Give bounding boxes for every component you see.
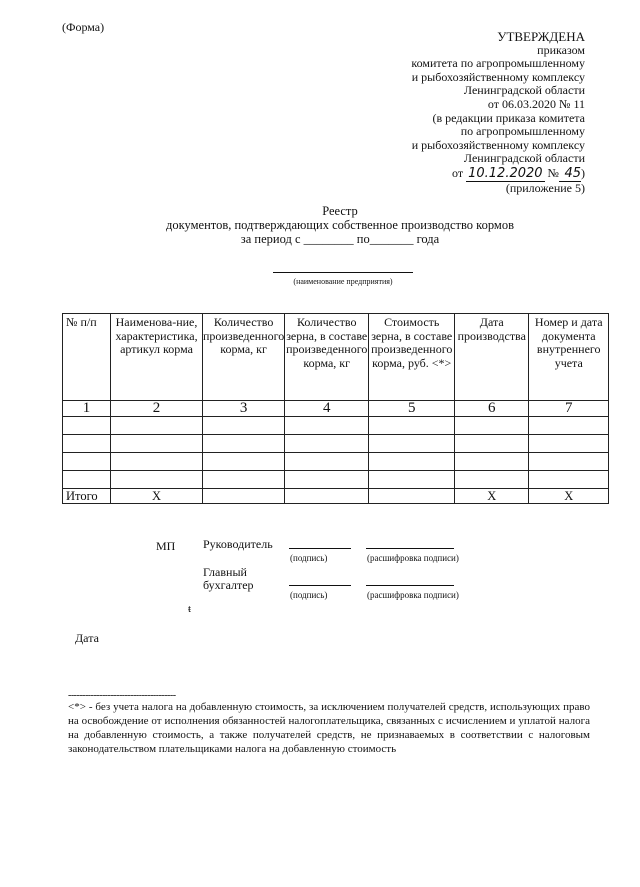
header-cell: Наименова-ние, характеристика, артикул корма: [111, 314, 203, 401]
table-cell: [203, 453, 285, 471]
approval-block: [285, 30, 585, 195]
total-cell: [369, 489, 455, 504]
approval-line: по агропромышленному: [460, 124, 585, 139]
table-row: [63, 471, 609, 489]
total-cell: X: [455, 489, 529, 504]
table-cell: [111, 453, 203, 471]
table-cell: [203, 417, 285, 435]
table-row: [63, 435, 609, 453]
chief-label-line2: бухгалтер: [203, 578, 254, 592]
date-label: Дата: [75, 631, 99, 645]
register-title: Реестр: [322, 204, 358, 218]
table-cell: [455, 417, 529, 435]
total-cell: X: [529, 489, 609, 504]
table-cell: [285, 453, 369, 471]
table-cell: [529, 417, 609, 435]
head-signature-line: [289, 548, 351, 549]
date-prefix: от: [452, 165, 464, 180]
header-cell: Дата производства: [455, 314, 529, 401]
stamp-label: МП: [156, 539, 176, 553]
table-row: [63, 417, 609, 435]
register-table: [62, 313, 609, 504]
head-signature-caption: (подпись): [290, 553, 328, 563]
approval-line: и рыбохозяйственному комплексу: [411, 69, 585, 84]
approval-line: и рыбохозяйственному комплексу: [411, 137, 585, 152]
column-number: 6: [455, 401, 529, 417]
head-decoding-caption: (расшифровка подписи): [367, 553, 459, 563]
register-subtitle: документов, подтверждающих собственное производство кормов: [166, 218, 514, 232]
approval-line: (в редакции приказа комитета: [432, 110, 585, 125]
table-cell: [111, 471, 203, 489]
table-cell: [111, 417, 203, 435]
table-cell: [455, 453, 529, 471]
approval-line: Ленинградской области: [463, 83, 585, 98]
total-cell: X: [111, 489, 203, 504]
table-cell: [455, 471, 529, 489]
table-cell: [63, 435, 111, 453]
table-cell: [529, 453, 609, 471]
table-cell: [529, 435, 609, 453]
footnote-text: <*> - без учета налога на добавленную стоимость, за исключением получателей средств, использующих право на освобождение от исполнения обязанностей налогоплательщика, связанных с исчислением и уплатой налога на добавленную стоимость, а также получателей средств, не признаваемых в соответствии с налоговым законодательством плательщиками налога на добавленную стоимость: [68, 701, 590, 755]
column-number: 5: [369, 401, 455, 417]
header-row: [63, 314, 609, 401]
form-label: (Форма): [62, 20, 105, 34]
column-number: 1: [63, 401, 111, 417]
table-cell: [63, 453, 111, 471]
column-number: 3: [203, 401, 285, 417]
handwritten-date: 10.12.2020: [468, 165, 543, 181]
amendment-date-line: [285, 167, 585, 182]
table-cell: [369, 435, 455, 453]
approval-line: комитета по агропромышленному: [411, 56, 585, 71]
table-cell: [285, 417, 369, 435]
chief-decoding-caption: (расшифровка подписи): [367, 590, 459, 600]
table-cell: [203, 471, 285, 489]
number-prefix: №: [547, 165, 559, 180]
head-label: Руководитель: [203, 537, 273, 551]
table-cell: [63, 471, 111, 489]
table-cell: [369, 471, 455, 489]
table-row: [63, 453, 609, 471]
header-cell: Количество произведенного корма, кг: [203, 314, 285, 401]
total-label: Итого: [63, 489, 111, 504]
header-cell: Количество зерна, в составе произведенного корма, кг: [285, 314, 369, 401]
number-suffix: ): [581, 165, 585, 180]
register-heading: [90, 204, 590, 246]
total-row: [63, 489, 609, 504]
column-number: 4: [285, 401, 369, 417]
head-decoding-line: [366, 548, 454, 549]
table-cell: [369, 417, 455, 435]
total-cell: [203, 489, 285, 504]
chief-signature-caption: (подпись): [290, 590, 328, 600]
table-cell: [529, 471, 609, 489]
stray-mark: ŧ: [188, 603, 192, 615]
header-cell: Номер и дата документа внутреннего учета: [529, 314, 609, 401]
appendix-label: (приложение 5): [505, 180, 585, 195]
chief-signature-line: [289, 585, 351, 586]
footnote-separator: --------------------------------------: [68, 690, 176, 701]
approval-line: Ленинградской области: [463, 151, 585, 166]
table-cell: [369, 453, 455, 471]
organization-name-line: [273, 272, 413, 273]
chief-label-line1: Главный: [203, 565, 247, 579]
column-number: 2: [111, 401, 203, 417]
table-cell: [285, 435, 369, 453]
chief-decoding-line: [366, 585, 454, 586]
table-cell: [63, 417, 111, 435]
column-number-row: [63, 401, 609, 417]
approval-line: приказом: [537, 42, 585, 57]
header-cell: Стоимость зерна, в составе произведенного корма, руб. <*>: [369, 314, 455, 401]
total-cell: [285, 489, 369, 504]
table-cell: [285, 471, 369, 489]
organization-caption: (наименование предприятия): [293, 277, 393, 286]
approval-line: от 06.03.2020 № 11: [487, 96, 585, 111]
approval-title: УТВЕРЖДЕНА: [497, 29, 585, 44]
register-period: за период с ________ по_______ года: [240, 232, 440, 246]
table-cell: [455, 435, 529, 453]
header-cell: № п/п: [63, 314, 111, 401]
handwritten-number: 45: [559, 167, 581, 182]
column-number: 7: [529, 401, 609, 417]
table-cell: [111, 435, 203, 453]
table-cell: [203, 435, 285, 453]
